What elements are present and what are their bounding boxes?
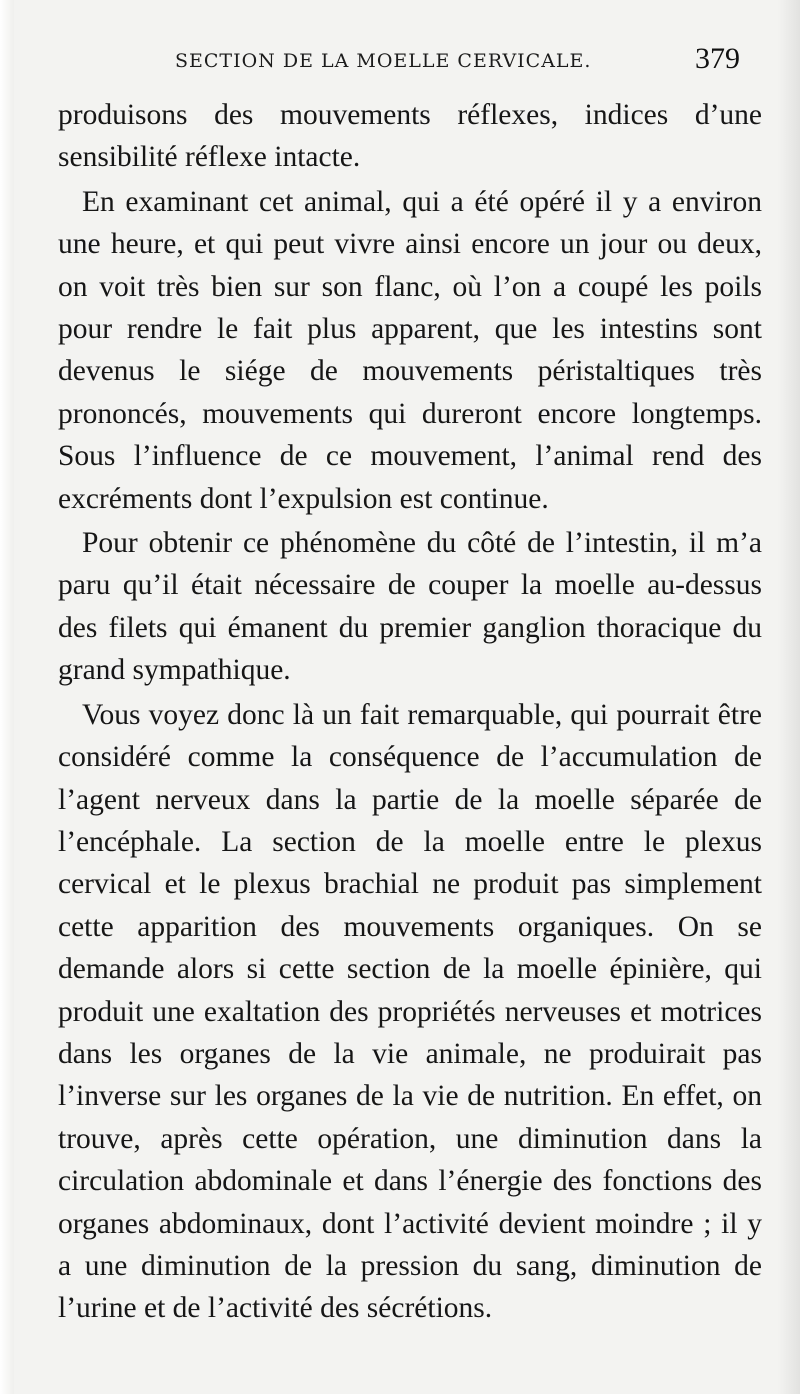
body-text (58, 94, 762, 1332)
paragraph: Pour obtenir ce phénomène du côté de l’intestin, il m’a paru qu’il était nécessaire de couper la moelle au-dessus des filets qui émanent du premier ganglion thoracique du grand sympathique. (58, 527, 762, 687)
paragraph: Vous voyez donc là un fait remarquable, qui pourrait être considéré comme la conséquence de l’accumulation de l’agent nerveux dans la partie de la moelle séparée de l’encéphale. La section de la moelle entre le plexus cervical et le plexus brachial ne produit pas simplement cette apparition des mouvements organiques. On se demande alors si cette section de la moelle épinière, qui produit une exaltation des propriétés nerveuses et motrices dans les organes de la vie animale, ne produirait pas l’inverse sur les organes de la vie de nutrition. En effet, on trouve, après cette opération, une diminution dans la circulation abdominale et dans l’énergie des fonctions des organes abdominaux, dont l’activité devient moindre ; il y a une diminution de la pression du sang, diminution de l’urine et de l’activité des sécrétions. (58, 698, 762, 1325)
page-right-edge (778, 0, 800, 1394)
paragraph: En examinant cet animal, qui a été opéré il y a environ une heure, et qui peut vivre ainsi encore un jour ou deux, on voit très bien sur son flanc, où l’on a coupé les poils pour rendre le fait plus apparent, que les intestins sont devenus le siége de mouvements péristaltiques très prononcés, mouvements qui dureront encore longtemps. Sous l’influence de ce mouvement, l’animal rend des excréments dont l’expulsion est continue. (58, 185, 762, 515)
page-number: 379 (695, 42, 740, 75)
running-title: SECTION DE LA MOELLE CERVICALE. (175, 50, 592, 72)
page-header (60, 40, 740, 80)
page-left-edge (0, 0, 14, 1394)
paragraph: produisons des mouvements réflexes, indices d’une sensibilité réflexe intacte. (58, 99, 762, 174)
